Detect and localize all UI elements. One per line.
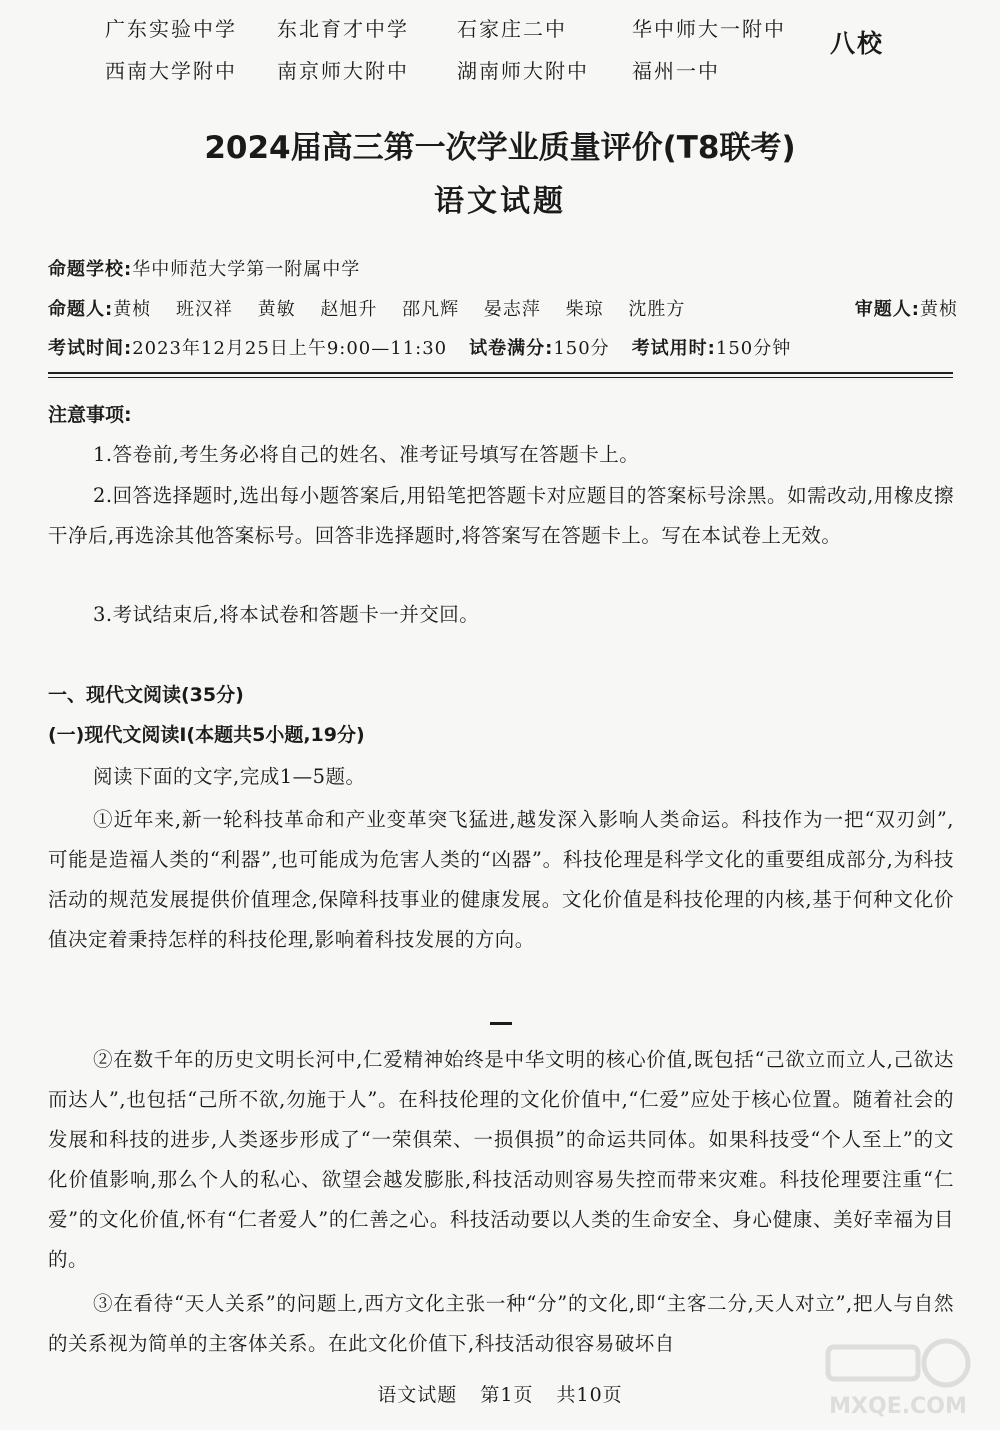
header-divider [48,372,953,374]
exam-subtitle: 语文试题 [434,184,566,219]
exam-title: 2024届高三第一次学业质量评价(T8联考) [204,130,796,166]
notice-item: 3.考试结束后,将本试卷和答题卡一并交回。 [93,603,480,626]
site-watermark-logo [818,1325,978,1425]
school-list [105,6,825,90]
eight-schools-badge: 八校 [830,29,885,58]
author-name: 柴琼 [565,299,604,320]
author-name: 赵旭升 [320,299,378,320]
notice-item: 2.回答选择题时,选出每小题答案后,用铅笔把答题卡对应题目的答案标号涂黑。如需改动,用橡皮擦干净后,再选涂其他答案标号。回答非选择题时,将答案写在答题卡上。写在本试卷上无效。 [48,484,954,547]
footer-page: 第1页 [480,1384,534,1406]
author-name: 黄桢 [113,299,152,320]
watermark-text: MXQE.COM [829,1394,967,1419]
footer-subject: 语文试题 [377,1384,458,1406]
school-name: 东北育才中学 [277,16,409,41]
setting-school-label: 命题学校: [48,259,133,280]
authors-label: 命题人: [48,299,114,320]
passage-paragraph: ③在看待“天人关系”的问题上,西方文化主张一种“分”的文化,即“主客二分,天人对立”,把人与自然的关系视为简单的主客体关系。在此文化价值下,科技活动很容易破坏自 [48,1292,954,1355]
setting-school [48,255,958,281]
school-name: 南京师大附中 [277,58,409,83]
author-names [48,295,703,321]
notice-item: 1.答卷前,考生务必将自己的姓名、准考证号填写在答题卡上。 [93,443,640,466]
section-heading: 一、现代文阅读(35分) [48,684,244,706]
author-name: 沈胜方 [628,299,686,320]
header-divider-thin [48,377,953,378]
duration-value: 150分钟 [715,338,792,359]
time-value: 2023年12月25日上午9:00—11:30 [132,338,448,359]
school-name: 广东实验中学 [105,16,237,41]
author-name: 黄敏 [257,299,296,320]
reviewer-name: 黄桢 [920,299,958,320]
school-name: 湖南师大附中 [457,58,589,83]
time-label: 考试时间: [48,338,133,359]
authors-line [48,295,958,321]
exam-info-line [48,334,958,360]
reading-instruction: 阅读下面的文字,完成1—5题。 [93,765,366,788]
footer-total: 共10页 [556,1384,623,1406]
passage-paragraph: ①近年来,新一轮科技革命和产业变革突飞猛进,越发深入影响人类命运。科技作为一把“双刃剑”,可能是造福人类的“利器”,也可能成为危害人类的“凶器”。科技伦理是科学文化的重要组成部分,为科技活动的规范发展提供价值理念,保障科技事业的健康发展。文化价值是科技伦理的内核,基于何种文化价值决定着秉持怎样的科技伦理,影响着科技发展的方向。 [48,808,954,951]
reviewer-label: 审题人: [854,299,920,320]
notice-title: 注意事项: [48,404,132,426]
author-name: 晏志萍 [483,299,541,320]
author-name: 班汉祥 [175,299,233,320]
school-name: 西南大学附中 [105,58,237,83]
school-name: 石家庄二中 [457,16,567,41]
passage-paragraph: ②在数千年的历史文明长河中,仁爱精神始终是中华文明的核心价值,既包括“己欲立而立人,己欲达而达人”,也包括“己所不欲,勿施于人”。在科技伦理的文化价值中,“仁爱”应处于核心位置。随着社会的发展和科技的进步,人类逐步形成了“一荣俱荣、一损俱损”的命运共同体。如果科技受“个人至上”的文化价值影响,那么个人的私心、欲望会越发膨胀,科技活动则容易失控而带来灾难。科技伦理要注重“仁爱”的文化价值,怀有“仁者爱人”的仁善之心。科技活动要以人类的生命安全、身心健康、美好幸福为目的。 [48,1048,954,1271]
school-row-1 [105,6,825,48]
score-label: 试卷满分: [469,338,554,359]
subsection-heading: (一)现代文阅读Ⅰ(本题共5小题,19分) [48,724,365,746]
score-value: 150分 [553,338,610,359]
setting-school-value: 华中师范大学第一附属中学 [132,259,361,280]
school-name: 华中师大一附中 [632,16,786,41]
school-row-2 [105,48,825,90]
part-numeral-one [490,1022,512,1025]
duration-label: 考试用时: [631,338,716,359]
school-name: 福州一中 [632,58,720,83]
author-name: 邵凡辉 [402,299,460,320]
reviewer [855,295,958,321]
